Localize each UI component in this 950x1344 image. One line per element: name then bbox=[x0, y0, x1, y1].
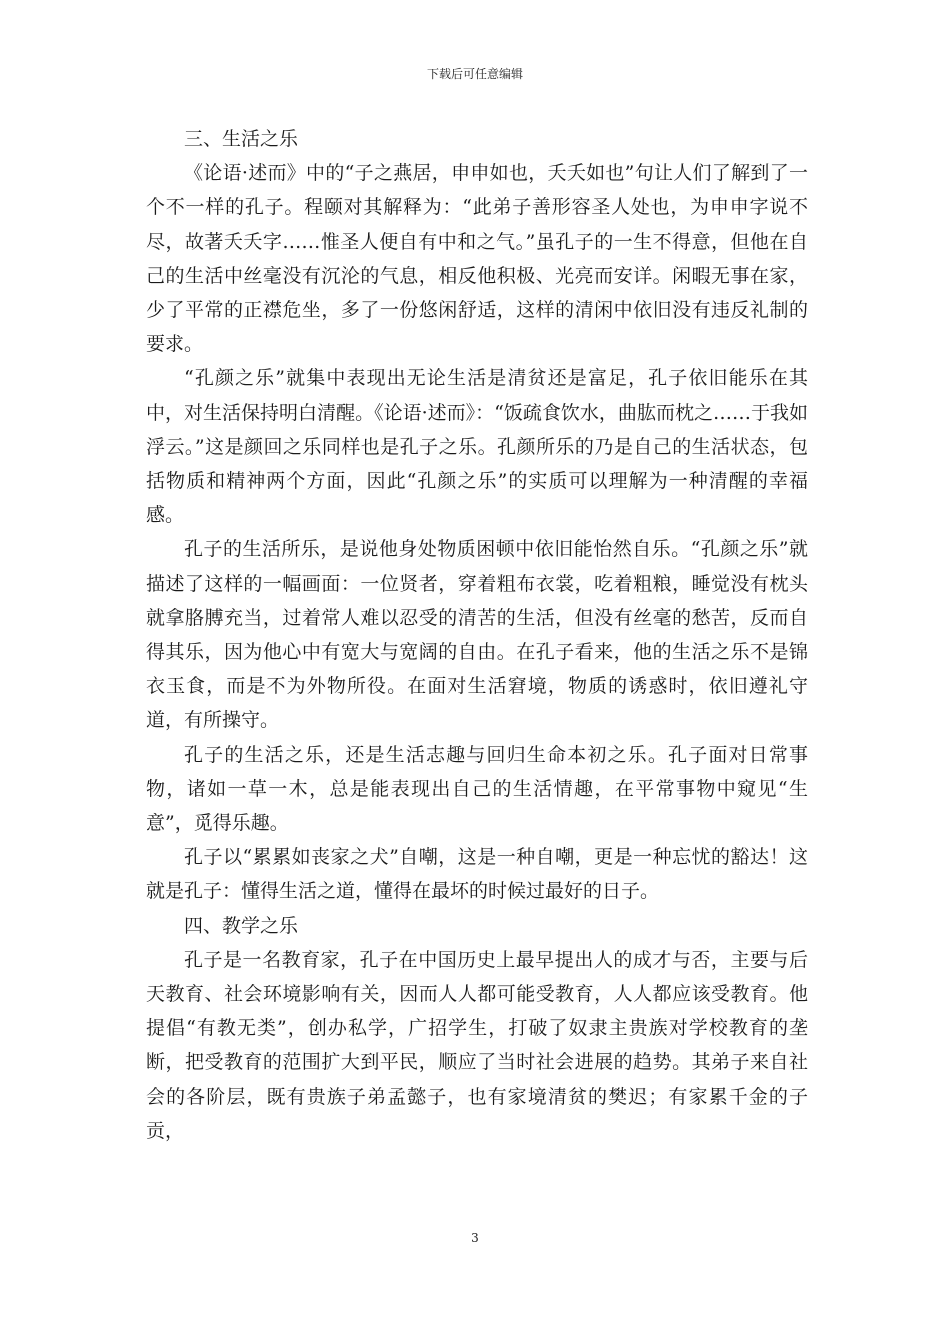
body-paragraph: 孔子的生活所乐，是说他身处物质困顿中依旧能怡然自乐。“孔颜之乐”就描述了这样的一幅画面：一位贤者，穿着粗布衣裳，吃着粗粮，睡觉没有枕头就拿胳膊充当，过着常人难以忍受的清苦的生活，但没有丝毫的愁苦，反而自得其乐，因为他心中有宽大与宽阔的自由。在孔子看来，他的生活之乐不是锦衣玉食，而是不为外物所役。在面对生活窘境，物质的诱惑时，依旧遵礼守道，有所操守。 bbox=[146, 538, 808, 732]
body-paragraph: 孔子的生活之乐，还是生活志趣与回归生命本初之乐。孔子面对日常事物，诸如一草一木，总是能表现出自己的生活情趣，在平常事物中窥见“生意”，觅得乐趣。 bbox=[146, 743, 808, 835]
section-heading-teaching-joy: 四、教学之乐 bbox=[184, 914, 299, 937]
section-heading-life-joy: 三、生活之乐 bbox=[184, 128, 299, 150]
body-paragraph: 孔子以“累累如丧家之犬”自嘲，这是一种自嘲，更是一种忘忧的豁达！这就是孔子：懂得生活之道，懂得在最坏的时候过最好的日子。 bbox=[146, 846, 808, 903]
body-paragraph: “孔颜之乐”就集中表现出无论生活是清贫还是富足，孔子依旧能乐在其中，对生活保持明白清醒。《论语·述而》：“饭疏食饮水，曲肱而枕之……于我如浮云。”这是颜回之乐同样也是孔子之乐。孔颜所乐的乃是自己的生活状态，包括物质和精神两个方面，因此“孔颜之乐”的实质可以理解为一种清醒的幸福感。 bbox=[146, 367, 808, 527]
page-header: 下载后可任意编辑 bbox=[426, 67, 523, 81]
body-paragraph: 《论语·述而》中的“子之燕居，申申如也，夭夭如也”句让人们了解到了一个不一样的孔子。程颐对其解释为：“此弟子善形容圣人处也，为申申字说不尽，故著夭夭字……惟圣人便自有中和之气。”虽孔子的一生不得意，但他在自己的生活中丝毫没有沉沦的气息，相反他积极、光亮而安详。闲暇无事在家，少了平常的正襟危坐，多了一份悠闲舒适，这样的清闲中依旧没有违反礼制的要求。 bbox=[146, 162, 808, 356]
body-paragraph: 孔子是一名教育家，孔子在中国历史上最早提出人的成才与否，主要与后天教育、社会环境影响有关，因而人人都可能受教育，人人都应该受教育。他提倡“有教无类”，创办私学，广招学生，打破了奴隶主贵族对学校教育的垄断，把受教育的范围扩大到平民，顺应了当时社会进展的趋势。其弟子来自社会的各阶层，既有贵族子弟孟懿子，也有家境清贫的樊迟；有家累千金的子贡， bbox=[146, 948, 808, 1142]
page-number: 3 bbox=[471, 1231, 479, 1245]
document-body bbox=[146, 122, 808, 1148]
